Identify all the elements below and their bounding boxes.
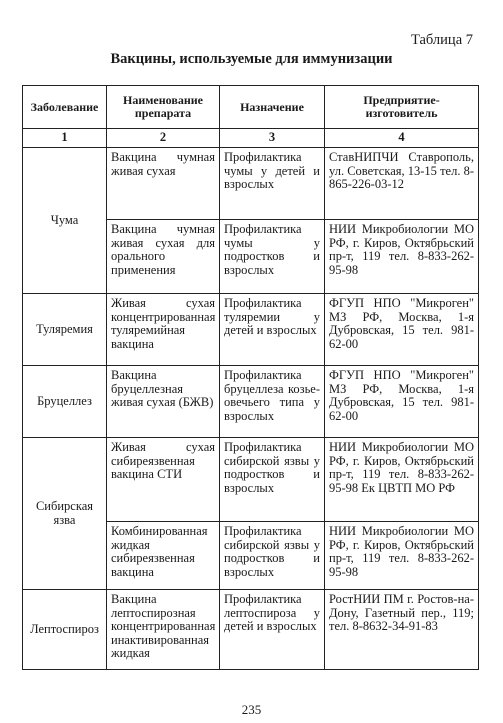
table-label: Таблица 7 (410, 32, 473, 48)
purpose-cell: Профилактика сибирской язвы у подростков и взрослых (220, 438, 325, 522)
drug-cell: Вакцина лептоспирозная концентрированная инактивированная жидкая (107, 590, 220, 670)
header-disease: Заболевание (23, 86, 107, 129)
col-number: 1 (23, 129, 107, 148)
column-number-row (23, 129, 479, 148)
vaccines-table (22, 85, 479, 670)
drug-cell: Вакцина чумная живая сухая для орального применения (107, 220, 220, 294)
drug-cell: Живая сухая сибиреязвенная вакцина СТИ (107, 438, 220, 522)
purpose-cell: Профилактика сибирской язвы у подростков и взрослых (220, 522, 325, 590)
table-row (23, 294, 479, 366)
table-row (23, 590, 479, 670)
table-row (23, 366, 479, 438)
drug-cell: Живая сухая концентрированная туляремийная вакцина (107, 294, 220, 366)
maker-cell: РостНИИ ПМ г. Ростов-на-Дону, Газетный пер., 119; тел. 8-8632-34-91-83 (325, 590, 479, 670)
header-purpose: Назначение (220, 86, 325, 129)
page-number: 235 (241, 702, 262, 717)
disease-cell: Сибирская язва (23, 438, 107, 590)
header-maker: Предприятие-изготовитель (325, 86, 479, 129)
table-row (23, 438, 479, 522)
maker-cell: СтавНИПЧИ Ставрополь, ул. Советская, 13-15 тел. 8-865-226-03-12 (325, 148, 479, 220)
table-title: Вакцины, используемые для иммунизации (110, 51, 393, 67)
disease-cell: Туляремия (23, 294, 107, 366)
purpose-cell: Профилактика чумы у детей и взрослых (220, 148, 325, 220)
maker-cell: ФГУП НПО "Микроген" МЗ РФ, Москва, 1-я Дубровская, 15 тел. 981-62-00 (325, 294, 479, 366)
maker-cell: НИИ Микробиологии МО РФ, г. Киров, Октябрьский пр-т, 119 тел. 8-833-262-95-98 (325, 522, 479, 590)
drug-cell: Вакцина бруцеллезная живая сухая (БЖВ) (107, 366, 220, 438)
maker-cell: ФГУП НПО "Микроген" МЗ РФ, Москва, 1-я Дубровская, 15 тел. 981-62-00 (325, 366, 479, 438)
purpose-cell: Профилактика чумы у подростков и взрослых (220, 220, 325, 294)
disease-cell: Чума (23, 148, 107, 294)
col-number: 3 (220, 129, 325, 148)
maker-cell: НИИ Микробиологии МО РФ, г. Киров, Октябрьский пр-т, 119 тел. 8-833-262-95-98 (325, 220, 479, 294)
col-number: 4 (325, 129, 479, 148)
disease-cell: Бруцеллез (23, 366, 107, 438)
table-row (23, 148, 479, 220)
maker-cell: НИИ Микробиологии МО РФ, г. Киров, Октябрьский пр-т, 119 тел. 8-833-262-95-98 Ек ЦВТП МО РФ (325, 438, 479, 522)
drug-cell: Вакцина чумная живая сухая (107, 148, 220, 220)
drug-cell: Комбинированная жидкая сибиреязвенная вакцина (107, 522, 220, 590)
header-row (23, 86, 479, 129)
disease-cell: Лептоспироз (23, 590, 107, 670)
header-drug: Наименование препарата (107, 86, 220, 129)
purpose-cell: Профилактика бруцеллеза козье-овечьего типа у взрослых (220, 366, 325, 438)
col-number: 2 (107, 129, 220, 148)
purpose-cell: Профилактика туляремии у детей и взрослых (220, 294, 325, 366)
purpose-cell: Профилактика лептоспироза у детей и взрослых (220, 590, 325, 670)
